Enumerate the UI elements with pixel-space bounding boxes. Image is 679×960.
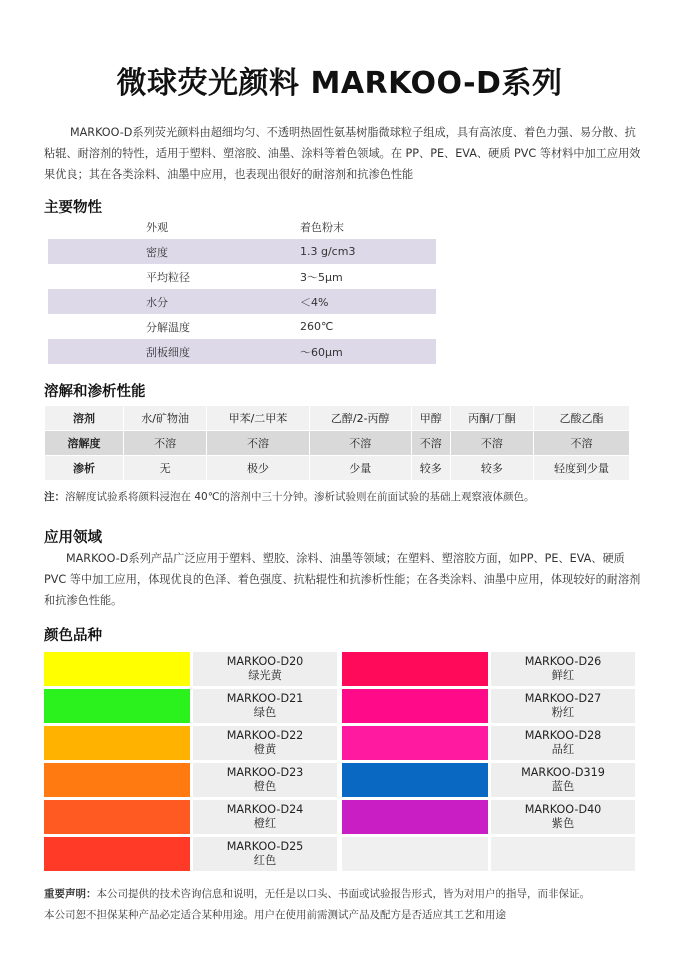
color-code: MARKOO-D319 bbox=[521, 766, 605, 779]
color-label bbox=[193, 837, 337, 871]
solvent-cell: 乙酸乙酯 bbox=[534, 406, 629, 430]
table-cell: 不溶 bbox=[124, 431, 206, 455]
property-key: 分解温度 bbox=[146, 320, 190, 334]
color-label bbox=[491, 763, 635, 797]
color-swatch bbox=[342, 800, 488, 834]
solubility-note bbox=[44, 489, 535, 504]
row-label-cell: 溶解度 bbox=[45, 431, 123, 455]
declaration bbox=[44, 884, 644, 926]
property-key: 外观 bbox=[146, 220, 168, 234]
property-key: 水分 bbox=[146, 295, 168, 309]
empty-swatch-cell bbox=[342, 837, 488, 871]
color-name: 品红 bbox=[551, 743, 575, 756]
note-text: 溶解度试验系将颜料浸泡在 40℃的溶剂中三十分钟。渗析试验则在前面试验的基础上观察液体颜色。 bbox=[65, 491, 535, 503]
solvent-cell: 水/矿物油 bbox=[124, 406, 206, 430]
color-swatch bbox=[44, 837, 190, 871]
color-name: 鲜红 bbox=[551, 669, 575, 682]
color-code: MARKOO-D20 bbox=[226, 655, 304, 668]
color-label bbox=[193, 763, 337, 797]
color-name: 红色 bbox=[253, 854, 277, 867]
property-row bbox=[48, 314, 436, 339]
color-name: 橙黄 bbox=[253, 743, 277, 756]
table-cell: 无 bbox=[124, 456, 206, 480]
solvent-cell: 丙酮/丁酮 bbox=[451, 406, 533, 430]
property-value: 着色粉末 bbox=[300, 220, 344, 234]
empty-label-cell bbox=[491, 837, 635, 871]
color-name: 蓝色 bbox=[551, 780, 575, 793]
section-heading-colors: 颜色品种 bbox=[44, 628, 102, 644]
table-cell: 不溶 bbox=[412, 431, 450, 455]
section-heading-applications: 应用领域 bbox=[44, 530, 102, 546]
color-swatch bbox=[44, 726, 190, 760]
declaration-line-2: 本公司恕不担保某种产品必定适合某种用途。用户在使用前需测试产品及配方是否适应其工艺和用途 bbox=[44, 909, 506, 921]
property-row bbox=[48, 264, 436, 289]
color-swatch bbox=[342, 763, 488, 797]
property-value: 260℃ bbox=[300, 320, 334, 333]
property-value: ＜4% bbox=[300, 295, 329, 309]
table-cell: 极少 bbox=[207, 456, 308, 480]
color-code: MARKOO-D28 bbox=[524, 729, 602, 742]
solvent-cell: 甲醇 bbox=[412, 406, 450, 430]
color-name: 橙色 bbox=[253, 780, 277, 793]
table-cell: 轻度到少量 bbox=[534, 456, 629, 480]
table-cell: 不溶 bbox=[310, 431, 411, 455]
solubility-table bbox=[44, 405, 630, 481]
note-prefix: 注： bbox=[44, 491, 65, 503]
section-heading-properties: 主要物性 bbox=[44, 200, 102, 216]
color-name: 粉红 bbox=[551, 706, 575, 719]
color-label bbox=[491, 689, 635, 723]
applications-text: MARKOO-D系列产品广泛应用于塑料、塑胶、涂料、油墨等领域；在塑料、塑溶胶方面，如PP、PE、EVA、硬质 PVC 等中加工应用，体现优良的色泽、着色强度、抗粘辊性和抗渗析性能；在各类涂料、油墨中应用，体现较好的耐溶剂和抗渗色性能。 bbox=[44, 552, 641, 607]
page-title: 微球荧光颜料 MARKOO-D系列 bbox=[116, 66, 563, 101]
color-name: 绿色 bbox=[253, 706, 277, 719]
table-cell: 不溶 bbox=[534, 431, 629, 455]
solvent-cell: 乙醇/2-丙醇 bbox=[310, 406, 411, 430]
table-cell: 不溶 bbox=[451, 431, 533, 455]
color-swatch bbox=[342, 726, 488, 760]
row-label-cell: 渗析 bbox=[45, 456, 123, 480]
property-row bbox=[48, 214, 436, 239]
color-label bbox=[193, 689, 337, 723]
color-code: MARKOO-D21 bbox=[226, 692, 304, 705]
table-header-cell: 溶剂 bbox=[45, 406, 123, 430]
color-swatch bbox=[44, 652, 190, 686]
property-row bbox=[48, 239, 436, 264]
table-cell: 少量 bbox=[310, 456, 411, 480]
color-code: MARKOO-D27 bbox=[524, 692, 602, 705]
color-code: MARKOO-D24 bbox=[226, 803, 304, 816]
section-heading-solubility: 溶解和渗析性能 bbox=[44, 384, 146, 400]
property-key: 平均粒径 bbox=[146, 270, 190, 284]
property-key: 刮板细度 bbox=[146, 345, 190, 359]
applications-paragraph bbox=[44, 548, 644, 611]
declaration-text: 本公司提供的技术咨询信息和说明，无任是以口头、书面或试验报告形式，皆为对用户的指导，而非保证。 bbox=[96, 888, 590, 900]
color-name: 紫色 bbox=[551, 817, 575, 830]
declaration-line-1 bbox=[44, 884, 644, 905]
color-code: MARKOO-D23 bbox=[226, 766, 304, 779]
color-swatch bbox=[44, 800, 190, 834]
table-row bbox=[45, 406, 629, 430]
color-code: MARKOO-D25 bbox=[226, 840, 304, 853]
color-swatch bbox=[44, 763, 190, 797]
property-row bbox=[48, 339, 436, 364]
color-code: MARKOO-D22 bbox=[226, 729, 304, 742]
color-swatch bbox=[342, 689, 488, 723]
color-name: 绿光黄 bbox=[248, 669, 282, 682]
color-label bbox=[193, 726, 337, 760]
color-swatch bbox=[342, 652, 488, 686]
color-code: MARKOO-D40 bbox=[524, 803, 602, 816]
property-value: 1.3 g/cm3 bbox=[300, 245, 356, 258]
property-value: 3～5μm bbox=[300, 270, 343, 284]
table-row bbox=[45, 431, 629, 455]
property-row bbox=[48, 289, 436, 314]
color-swatch bbox=[44, 689, 190, 723]
property-value: ～60μm bbox=[300, 345, 343, 359]
intro-text: MARKOO-D系列荧光颜料由超细均匀、不透明热固性氨基树脂微球粒子组成，具有高浓度、着色力强、易分散、抗粘辊、耐溶剂的特性，适用于塑料、塑溶胶、油墨、涂料等着色领域。在 PP、PE、EVA、硬质 PVC 等材料中加工应用效果优良；其在各类涂料、油墨中应用，也表现出很好的耐溶剂和抗渗色性能 bbox=[44, 126, 641, 181]
table-row bbox=[45, 456, 629, 480]
color-name: 橙红 bbox=[253, 817, 277, 830]
color-code: MARKOO-D26 bbox=[524, 655, 602, 668]
table-cell: 较多 bbox=[451, 456, 533, 480]
color-label bbox=[193, 652, 337, 686]
table-cell: 不溶 bbox=[207, 431, 308, 455]
declaration-label: 重要声明： bbox=[44, 888, 97, 900]
color-label bbox=[491, 726, 635, 760]
color-label bbox=[491, 652, 635, 686]
intro-paragraph bbox=[44, 122, 644, 185]
solvent-cell: 甲苯/二甲苯 bbox=[207, 406, 308, 430]
color-label bbox=[491, 800, 635, 834]
property-key: 密度 bbox=[146, 245, 168, 259]
color-label bbox=[193, 800, 337, 834]
properties-table bbox=[48, 214, 436, 364]
table-cell: 较多 bbox=[412, 456, 450, 480]
